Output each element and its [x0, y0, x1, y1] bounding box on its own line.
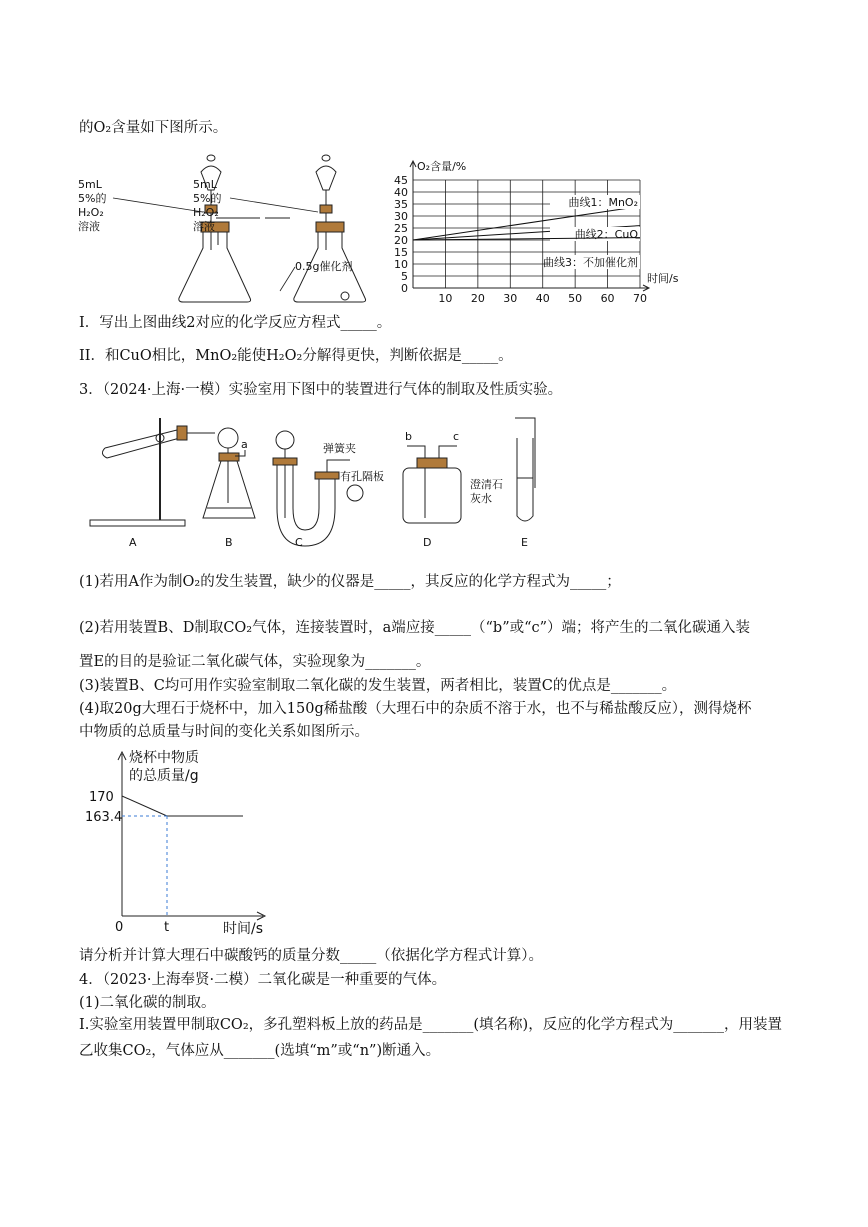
apparatus-A [90, 418, 215, 549]
x-tick-label: 20 [470, 292, 485, 305]
flask-apparatus-figure [75, 150, 305, 310]
q4-part-2: I.实验室用装置甲制取CO₂，多孔塑料板上放的药品是_______(填名称)，反应的化学方程式为_______，用装置乙收集CO₂，气体应从_______(选填“m”或“n”)断通入。 [79, 1017, 782, 1059]
y-label-1: 烧杯中物质 [129, 750, 199, 766]
svg-text:A: A [129, 536, 137, 549]
q2-part-II: II．和CuO相比，MnO₂能使H₂O₂分解得更快，判断依据是_____。 [79, 348, 513, 364]
q3-part-3: (3)装置B、C均可用作实验室制取二氧化碳的发生装置，两者相比，装置C的优点是_______。 [79, 678, 677, 694]
x-tick-label: 50 [568, 292, 583, 305]
y-label-2: 的总质量/g [129, 768, 199, 784]
x-tick-label: 60 [600, 292, 615, 305]
svg-text:5mL: 5mL [193, 178, 217, 191]
apparatus-B [203, 428, 255, 549]
x-label: 时间/s [223, 921, 264, 937]
decline-line [122, 796, 167, 816]
y-tick-label: 35 [394, 198, 408, 211]
svg-text:H₂O₂: H₂O₂ [78, 206, 104, 219]
y-axis-label: O₂含量/% [417, 160, 467, 173]
y-tick-label: 30 [394, 210, 408, 223]
apparatus-C [273, 431, 384, 549]
svg-text:5mL: 5mL [78, 178, 102, 191]
y-tick-label: 20 [394, 234, 408, 247]
y-tick-label: 45 [394, 174, 408, 187]
q3-heading: 3．（2024·上海·一模）实验室用下图中的装置进行气体的制取及性质实验。 [79, 382, 563, 398]
chart-series [413, 195, 640, 269]
svg-text:弹簧夹: 弹簧夹 [323, 442, 356, 455]
x-tick-label: 10 [438, 292, 453, 305]
y-tick-170: 170 [89, 790, 114, 805]
q3-part-4b: 中物质的总质量与时间的变化关系如图所示。 [79, 724, 369, 740]
apparatus-D [403, 430, 461, 549]
q3-ending: 请分析并计算大理石中碳酸钙的质量分数_____（依据化学方程式计算）。 [79, 948, 543, 964]
flask-right-extras [290, 205, 360, 285]
svg-text:B: B [225, 536, 233, 549]
x-tick-label: 40 [535, 292, 550, 305]
y-tick-label: 10 [394, 258, 408, 271]
q4-heading: 4．（2023·上海奉贤·二模）二氧化碳是一种重要的气体。 [79, 972, 447, 988]
x-axis-label: 时间/s [647, 272, 679, 285]
q3-part-4a: (4)取20g大理石于烧杯中，加入150g稀盐酸（大理石中的杂质不溶于水，也不与稀盐酸反应），测得烧杯 [79, 701, 752, 717]
y-tick-label: 0 [401, 282, 408, 295]
svg-text:D: D [423, 536, 432, 549]
series-label-2: 曲线2：CuO [574, 228, 638, 241]
y-tick-label: 15 [394, 246, 408, 259]
svg-text:b: b [405, 430, 412, 443]
y-tick-label: 5 [401, 270, 408, 283]
svg-text:溶液: 溶液 [78, 220, 100, 233]
q4-part-1: (1)二氧化碳的制取。 [79, 995, 216, 1011]
o2-content-chart [385, 158, 679, 308]
mass-time-chart [85, 748, 275, 938]
gas-apparatus-figure [85, 408, 555, 556]
y-tick-label: 25 [394, 222, 408, 235]
apparatus-E [470, 418, 535, 549]
chart-axes [410, 161, 649, 291]
series-label-1: 曲线1：MnO₂ [568, 196, 638, 209]
svg-text:5%的: 5%的 [78, 192, 107, 205]
y-tick-163: 163.4 [85, 810, 123, 825]
series-label-3: 曲线3：不加催化剂 [543, 256, 638, 269]
svg-text:a: a [241, 438, 248, 451]
flask-left [78, 155, 260, 302]
svg-text:溶液: 溶液 [193, 220, 215, 233]
q3-part-2b: 置E的目的是验证二氧化碳气体，实验现象为_______。 [79, 654, 431, 670]
q2-part-I: I．写出上图曲线2对应的化学反应方程式_____。 [79, 315, 392, 331]
svg-text:E: E [521, 536, 528, 549]
q3-part-1: (1)若用A作为制O₂的发生装置，缺少的仪器是_____，其反应的化学方程式为_____； [79, 574, 621, 590]
svg-text:灰水: 灰水 [470, 492, 492, 505]
svg-text:5%的: 5%的 [193, 192, 222, 205]
origin-label: 0 [115, 920, 124, 935]
svg-text:C: C [295, 536, 303, 549]
x-tick-label: 30 [503, 292, 518, 305]
y-tick-label: 40 [394, 186, 408, 199]
svg-text:c: c [453, 430, 460, 443]
svg-text:澄清石: 澄清石 [470, 478, 503, 491]
intro-text: 的O₂含量如下图所示。 [79, 120, 228, 136]
q3-part-2a: (2)若用装置B、D制取CO₂气体，连接装置时，a端应接_____（“b”或“c”）端；将产生的二氧化碳通入装 [79, 620, 751, 636]
svg-text:0.5g催化剂: 0.5g催化剂 [295, 260, 353, 273]
svg-text:H₂O₂: H₂O₂ [193, 206, 219, 219]
svg-text:有孔隔板: 有孔隔板 [340, 470, 384, 483]
x-tick-label: 70 [633, 292, 647, 305]
t-label: t [164, 920, 170, 935]
